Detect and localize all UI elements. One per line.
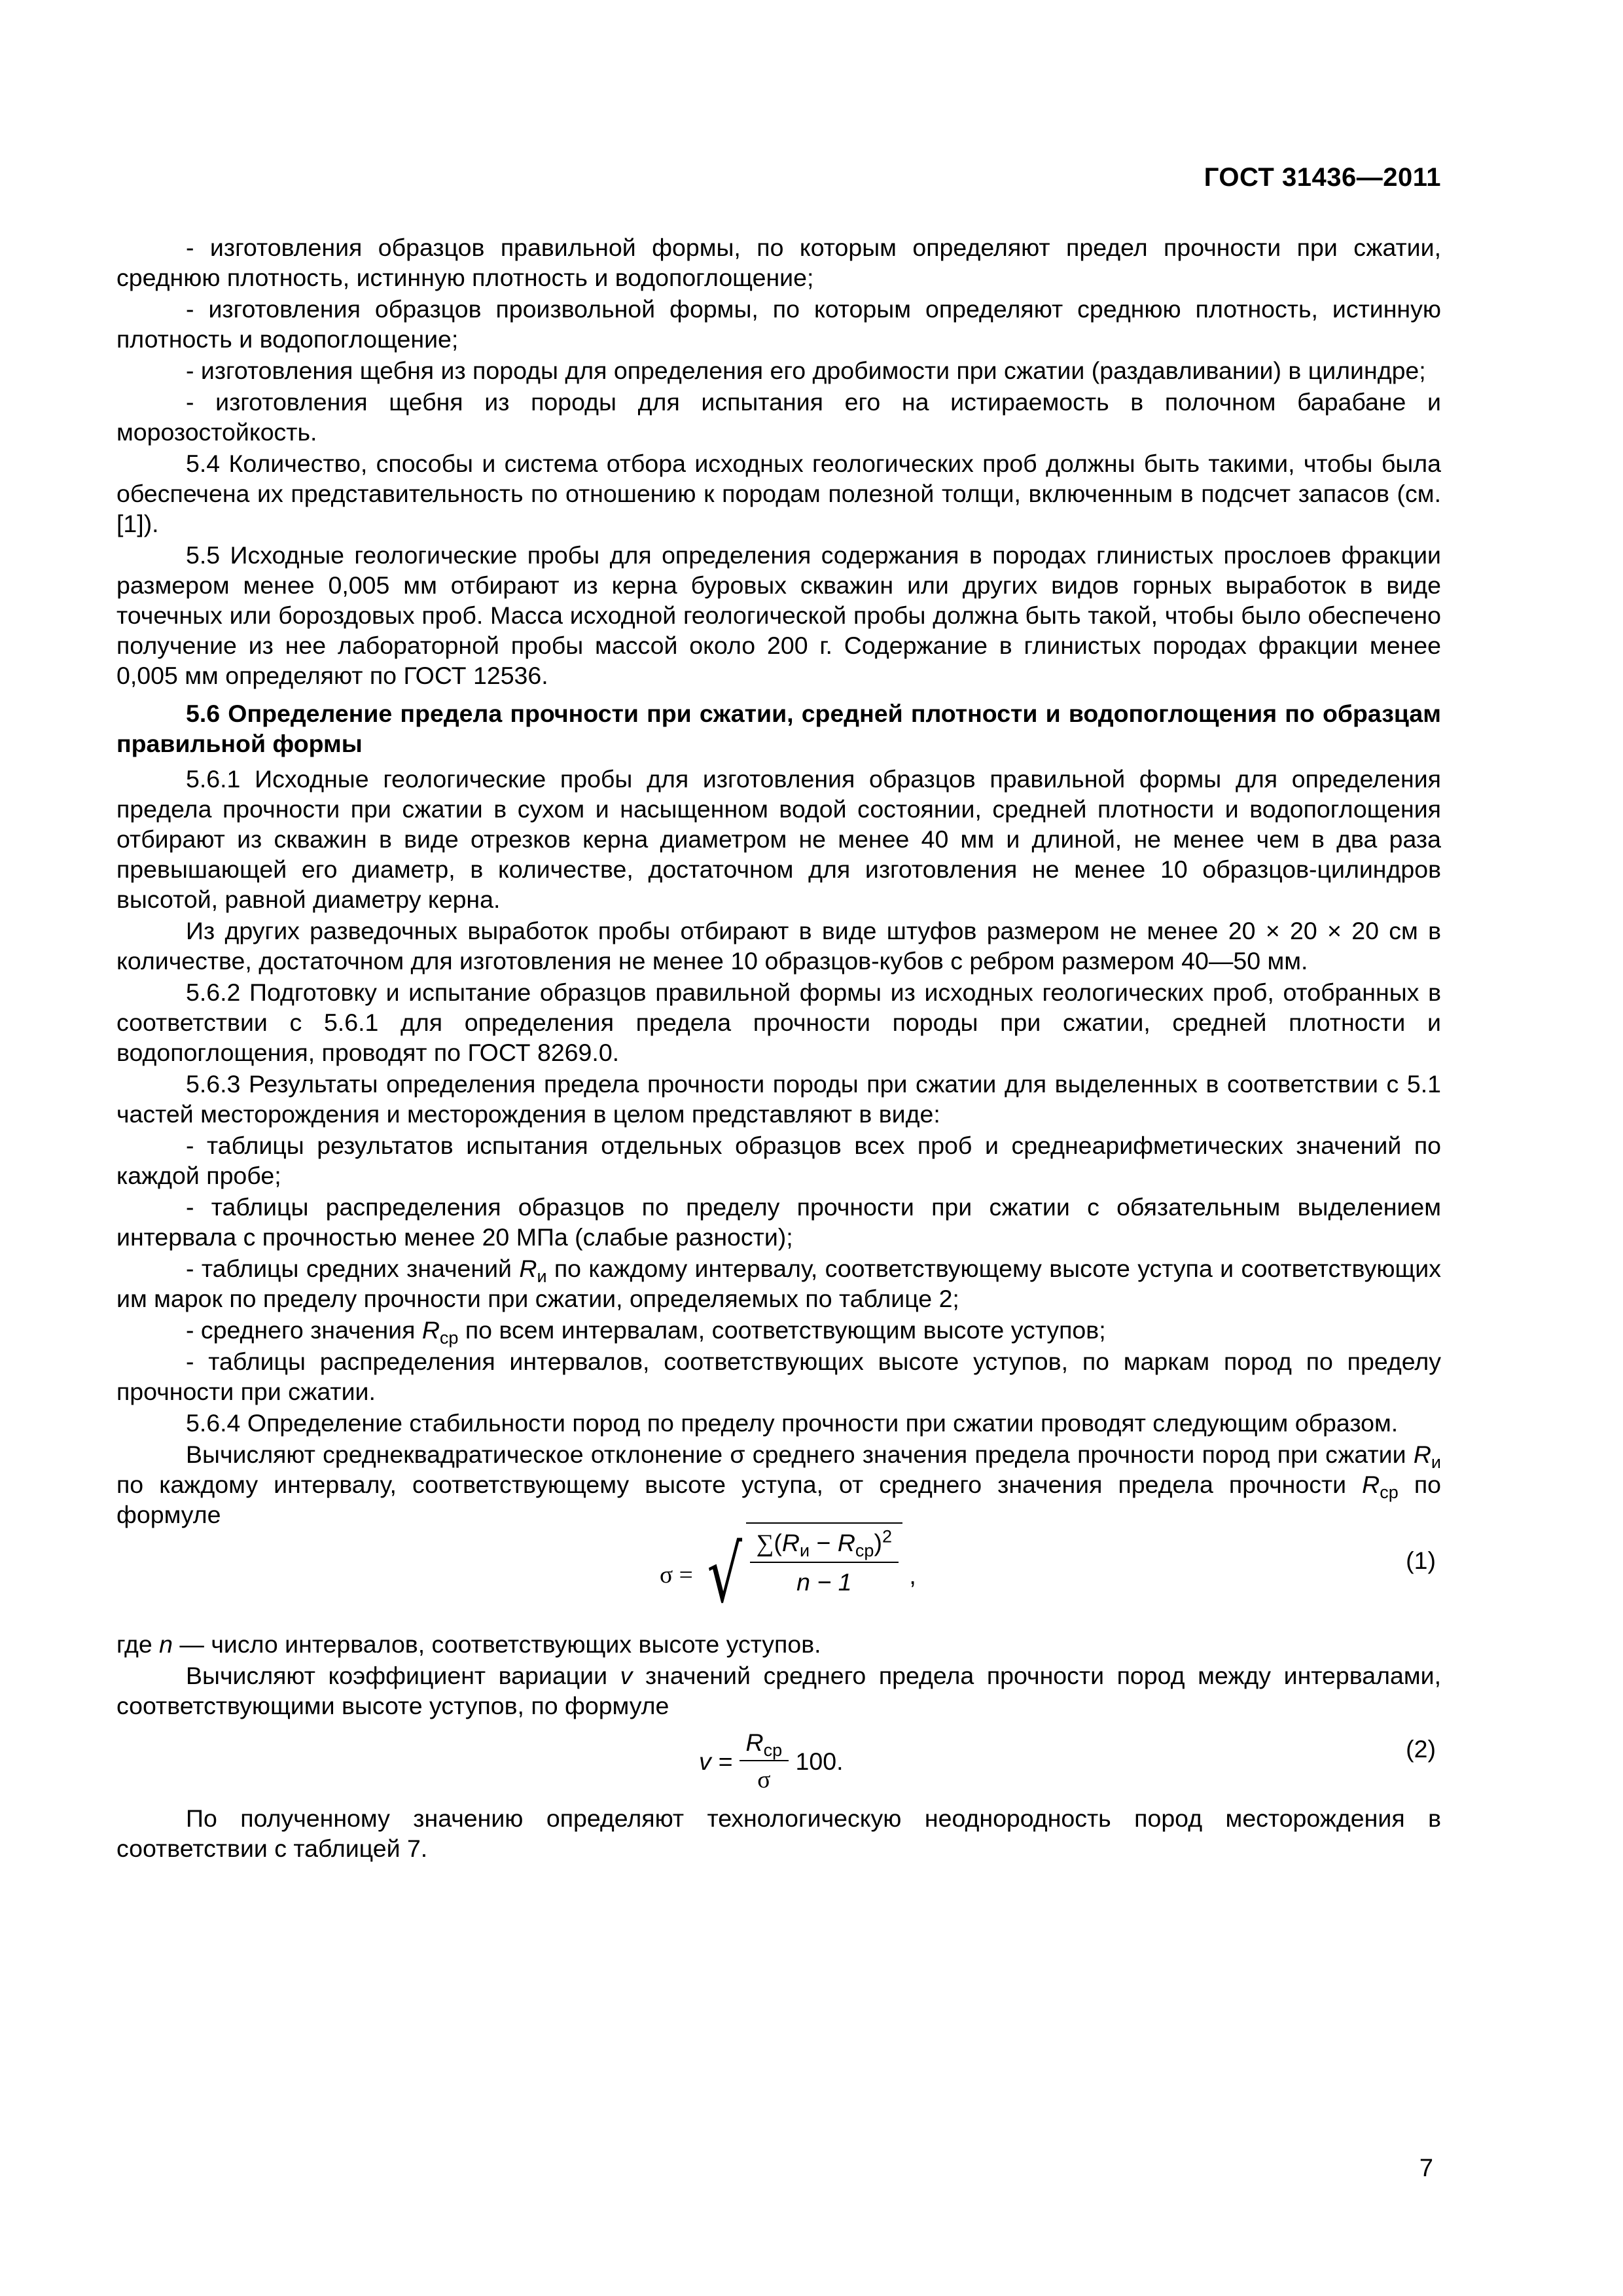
- document-code: ГОСТ 31436—2011: [1204, 163, 1441, 192]
- paragraph-5-4: 5.4 Количество, способы и система отбора исходных геологических проб должны быть такими, чтобы была обеспечена их представительность по отношению к породам полезной толщи, включенным в подсчет запасов (см. [1]).: [116, 450, 1441, 537]
- paragraph: Вычисляют среднеквадратическое отклонение σ среднего значения предела прочности пород при сжатии $R_и$ по каждому интервалу, соответствующему высоте уступа, от среднего значения предела прочности $R_{ср}$ по формуле: [116, 1441, 1441, 1528]
- formula-1-lhs: σ =: [660, 1562, 693, 1588]
- square-root: √ $\frac{\sum(R_и - R_{ср})^2}{n - 1}$: [700, 1536, 902, 1615]
- section-heading-5-6: 5.6 Определение предела прочности при сжатии, средней плотности и водопоглощения по образцам правильной формы: [116, 700, 1441, 757]
- paragraph-5-6-4: 5.6.4 Определение стабильности пород по пределу прочности при сжатии проводят следующим образом.: [186, 1409, 1399, 1437]
- paragraph-5-6-2: 5.6.2 Подготовку и испытание образцов правильной формы из исходных геологических проб, отобранных в соответствии с 5.6.1 для определения предела прочности породы при сжатии, средней плотности и водопоглощения, проводят по ГОСТ 8269.0.: [116, 978, 1441, 1066]
- list-item: - таблицы средних значений $R_и$ по каждому интервалу, соответствующему высоте уступа и соответствующих им марок по пределу прочности при сжатии, определяемых по таблице 2;: [116, 1255, 1441, 1312]
- paragraph: - изготовления образцов произвольной формы, по которым определяют среднюю плотность, истинную плотность и водопоглощение;: [116, 295, 1441, 353]
- paragraph: Вычисляют коэффициент вариации v значений среднего предела прочности пород между интервалами, соответствующими высоте уступов, по формуле: [116, 1662, 1441, 1719]
- equation-number-2: (2): [1406, 1735, 1436, 1763]
- symbol-r: R: [519, 1255, 537, 1282]
- fraction: $\frac{R_{ср}}{\sigma}$: [740, 1727, 789, 1795]
- paragraph-5-5: 5.5 Исходные геологические пробы для определения содержания в породах глинистых прослоев фракции размером менее 0,005 мм отбирают из керна буровых скважин или других видов горных выработок в виде точечных или бороздовых проб. Масса исходной геологической пробы должна быть такой, чтобы было обеспечено получение из нее лабораторной пробы массой около 200 г. Содержание в глинистых породах фракции менее 0,005 мм определяют по ГОСТ 12536.: [116, 541, 1441, 689]
- paragraph: - изготовления образцов правильной формы, по которым определяют предел прочности при сжатии, среднюю плотность, истинную плотность и водопоглощение;: [116, 234, 1441, 291]
- subscript-i: и: [537, 1266, 547, 1287]
- list-item: - таблицы распределения образцов по пределу прочности при сжатии с обязательным выделением интервала с прочностью менее 20 МПа (слабые разности);: [116, 1193, 1441, 1251]
- paragraph: - изготовления щебня из породы для определения его дробимости при сжатии (раздавливании) в цилиндре;: [186, 357, 1426, 384]
- fraction: $\frac{\sum(R_и - R_{ср})^2}{n - 1}$: [750, 1528, 899, 1597]
- body-text: [116, 232, 1441, 1865]
- subscript-cp: ср: [439, 1328, 459, 1348]
- equation-number-1: (1): [1406, 1547, 1436, 1574]
- paragraph-5-6-1: 5.6.1 Исходные геологические пробы для изготовления образцов правильной формы для определения предела прочности при сжатии в сухом и насыщенном водой состоянии, средней плотности и водопоглощения отбирают из скважин в виде отрезков керна диаметром не менее 40 мм и длиной, не менее чем в два раза превышающей его диаметр, в количестве, достаточном для изготовления не менее 10 образцов-цилиндров высотой, равной диаметру керна.: [116, 765, 1441, 913]
- paragraph: - изготовления щебня из породы для испытания его на истираемость в полочном барабане и морозостойкость.: [116, 388, 1441, 446]
- formula-1: σ = √ $\frac{\sum(R_и - R_{ср})^2}{n - 1}$ , (1): [116, 1531, 1441, 1629]
- list-item: - таблицы результатов испытания отдельных образцов всех проб и среднеарифметических значений по каждой пробе;: [116, 1132, 1441, 1189]
- formula-2: v = $\frac{R_{ср}}{\sigma}$ 100. (2): [116, 1725, 1441, 1803]
- symbol-r: R: [421, 1316, 440, 1344]
- list-item: - таблицы распределения интервалов, соответствующих высоте уступов, по маркам пород по пределу прочности при сжатии.: [116, 1348, 1441, 1405]
- paragraph-5-6-3: 5.6.3 Результаты определения предела прочности породы при сжатии для выделенных в соответствии с 5.1 частей месторождения и месторождения в целом представляют в виде:: [116, 1070, 1441, 1128]
- list-item: - среднего значения $R_{ср}$ по всем интервалам, соответствующим высоте уступов;: [186, 1316, 1106, 1348]
- paragraph: Из других разведочных выработок пробы отбирают в виде штуфов размером не менее 20 × 20 × 20 см в количестве, достаточном для изготовления не менее 10 образцов-кубов с ребром размером 40—50 мм.: [116, 917, 1441, 975]
- paragraph: По полученному значению определяют технологическую неоднородность пород месторождения в соответствии с таблицей 7.: [116, 1804, 1441, 1862]
- page-number: 7: [1419, 2155, 1433, 2182]
- paragraph: где n — число интервалов, соответствующих высоте уступов.: [116, 1630, 821, 1658]
